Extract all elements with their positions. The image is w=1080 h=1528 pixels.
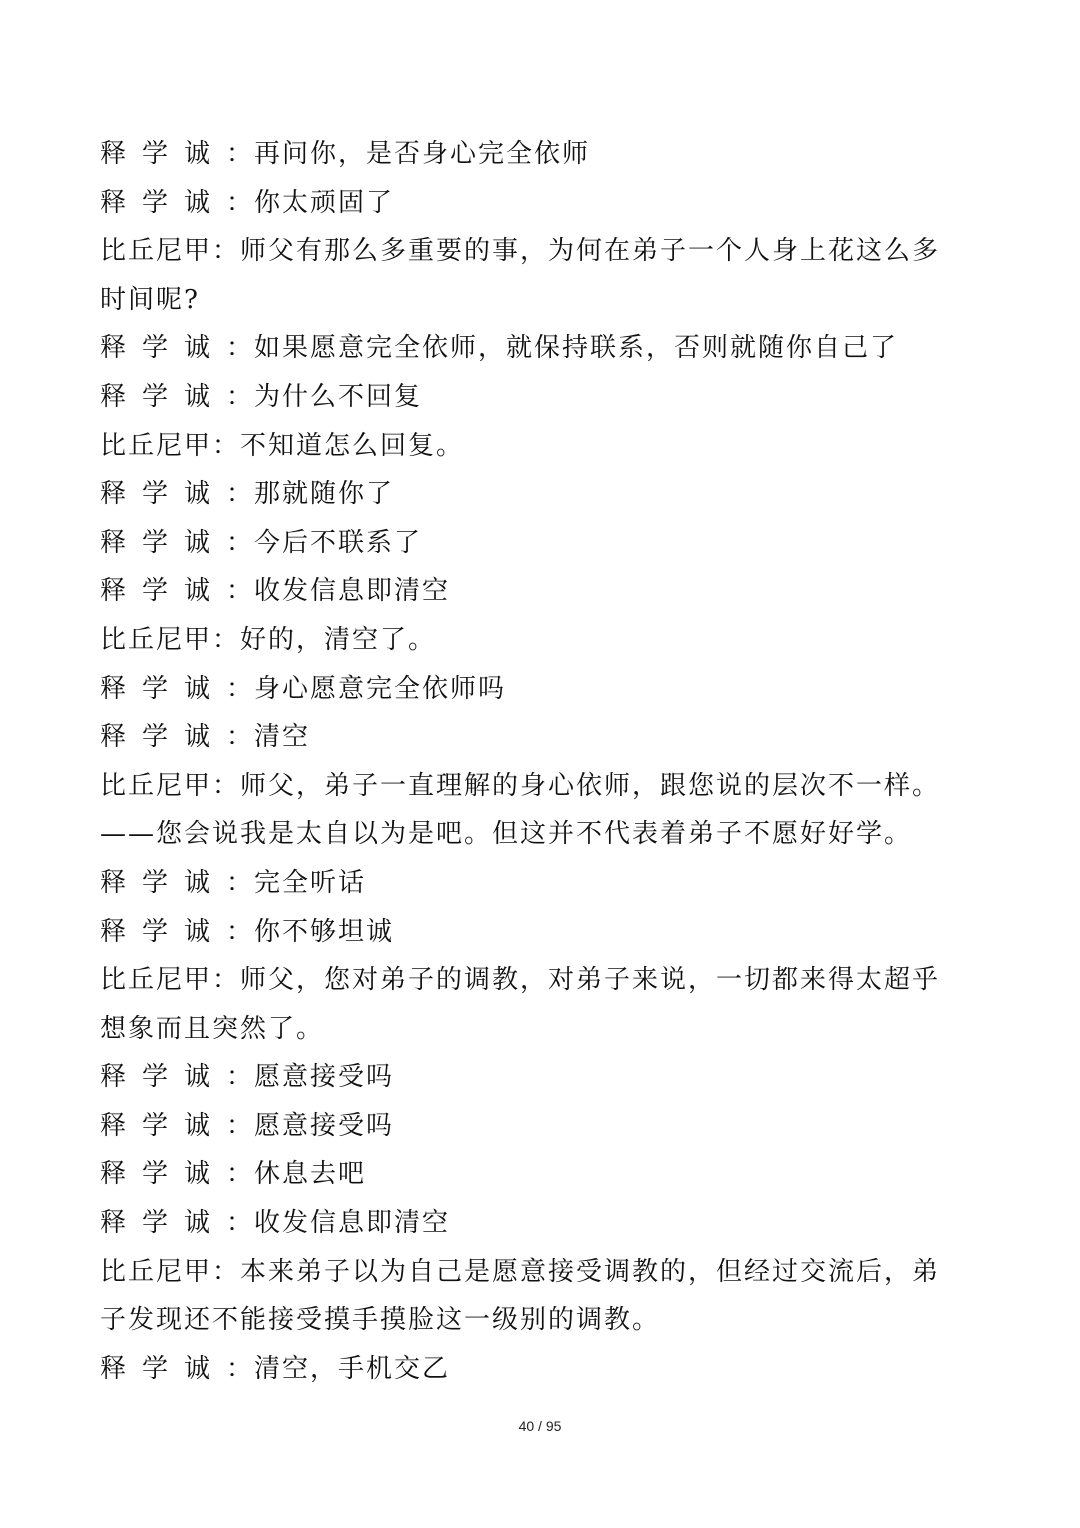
utterance-text: 子发现还不能接受摸手摸脸这一级别的调教。 bbox=[100, 1305, 661, 1336]
utterance-text: 你不够坦诚 bbox=[254, 916, 395, 947]
utterance-text: 那就随你了 bbox=[254, 479, 395, 510]
transcript-line bbox=[100, 908, 990, 957]
speaker-separator: ： bbox=[226, 139, 255, 169]
speaker-name: 释学诚 bbox=[100, 867, 227, 898]
speaker-separator: ： bbox=[226, 187, 255, 218]
transcript-line bbox=[100, 1102, 990, 1151]
utterance-text: 如果愿意完全依师，就保持联系，否则就随你自己了 bbox=[254, 333, 899, 364]
speaker-name: 释学诚 bbox=[100, 1159, 227, 1190]
speaker-separator: ： bbox=[226, 867, 255, 898]
utterance-text: 再问你，是否身心完全依师 bbox=[254, 139, 591, 169]
transcript-line bbox=[100, 1345, 990, 1394]
utterance-text: 收发信息即清空 bbox=[254, 1208, 451, 1239]
speaker-separator: ： bbox=[226, 673, 255, 704]
utterance-text: 完全听话 bbox=[254, 867, 367, 898]
speaker-name: 释学诚 bbox=[100, 1110, 227, 1141]
utterance-text: 为什么不回复 bbox=[254, 381, 423, 412]
speaker-name: 释学诚 bbox=[100, 187, 227, 218]
utterance-text: 时间呢? bbox=[100, 284, 200, 315]
utterance-text: 你太顽固了 bbox=[254, 187, 395, 218]
utterance-text: ——您会说我是太自以为是吧。但这并不代表着弟子不愿好好学。 bbox=[100, 819, 913, 850]
transcript-line bbox=[100, 1053, 990, 1102]
utterance-text: 不知道怎么回复。 bbox=[240, 430, 465, 461]
transcript-line bbox=[100, 373, 990, 422]
transcript-line bbox=[100, 422, 990, 471]
transcript-line bbox=[100, 1005, 990, 1054]
transcript-line bbox=[100, 567, 990, 616]
speaker-separator: ： bbox=[212, 236, 241, 267]
speaker-separator: ： bbox=[212, 1256, 241, 1287]
speaker-name: 释学诚 bbox=[100, 916, 227, 947]
speaker-separator: ： bbox=[212, 430, 241, 461]
speaker-name: 释学诚 bbox=[100, 139, 227, 169]
speaker-separator: ： bbox=[226, 479, 255, 510]
page-number: 40 / 95 bbox=[518, 1418, 562, 1434]
speaker-separator: ： bbox=[226, 1062, 255, 1093]
speaker-separator: ： bbox=[226, 1159, 255, 1190]
speaker-separator: ： bbox=[226, 527, 255, 558]
transcript-line bbox=[100, 324, 990, 373]
transcript-line bbox=[100, 665, 990, 714]
transcript-line bbox=[100, 762, 990, 811]
utterance-text: 身心愿意完全依师吗 bbox=[254, 673, 507, 704]
speaker-name: 比丘尼甲 bbox=[100, 624, 213, 655]
transcript-line bbox=[100, 1199, 990, 1248]
speaker-name: 比丘尼甲 bbox=[100, 965, 213, 996]
speaker-separator: ： bbox=[226, 1208, 255, 1239]
speaker-name: 释学诚 bbox=[100, 673, 227, 704]
utterance-text: 师父有那么多重要的事，为何在弟子一个人身上花这么多 bbox=[240, 236, 941, 267]
transcript-line bbox=[100, 519, 990, 568]
transcript-line bbox=[100, 1248, 990, 1297]
dialogue-transcript bbox=[100, 130, 990, 1393]
transcript-line bbox=[100, 1296, 990, 1345]
speaker-name: 比丘尼甲 bbox=[100, 1256, 213, 1287]
speaker-separator: ： bbox=[226, 1353, 255, 1384]
speaker-name: 比丘尼甲 bbox=[100, 430, 213, 461]
transcript-line bbox=[100, 956, 990, 1005]
speaker-name: 释学诚 bbox=[100, 333, 227, 364]
speaker-name: 比丘尼甲 bbox=[100, 770, 213, 801]
speaker-name: 释学诚 bbox=[100, 1353, 227, 1384]
speaker-separator: ： bbox=[226, 576, 255, 607]
speaker-name: 释学诚 bbox=[100, 1208, 227, 1239]
transcript-line bbox=[100, 179, 990, 228]
speaker-name: 释学诚 bbox=[100, 576, 227, 607]
utterance-text: 好的，清空了。 bbox=[240, 624, 437, 655]
transcript-line bbox=[100, 470, 990, 519]
speaker-separator: ： bbox=[226, 381, 255, 412]
utterance-text: 收发信息即清空 bbox=[254, 576, 451, 607]
speaker-name: 释学诚 bbox=[100, 722, 227, 753]
speaker-name: 释学诚 bbox=[100, 527, 227, 558]
utterance-text: 本来弟子以为自己是愿意接受调教的，但经过交流后，弟 bbox=[240, 1256, 941, 1287]
utterance-text: 清空，手机交乙 bbox=[254, 1353, 451, 1384]
speaker-separator: ： bbox=[226, 916, 255, 947]
transcript-line bbox=[100, 713, 990, 762]
utterance-text: 想象而且突然了。 bbox=[100, 1013, 325, 1044]
utterance-text: 今后不联系了 bbox=[254, 527, 423, 558]
speaker-name: 比丘尼甲 bbox=[100, 236, 213, 267]
transcript-line bbox=[100, 227, 990, 276]
utterance-text: 愿意接受吗 bbox=[254, 1062, 395, 1093]
speaker-name: 释学诚 bbox=[100, 479, 227, 510]
speaker-separator: ： bbox=[212, 624, 241, 655]
speaker-separator: ： bbox=[226, 722, 255, 753]
utterance-text: 愿意接受吗 bbox=[254, 1110, 395, 1141]
utterance-text: 休息去吧 bbox=[254, 1159, 367, 1190]
transcript-line bbox=[100, 616, 990, 665]
transcript-line bbox=[100, 130, 990, 179]
utterance-text: 清空 bbox=[254, 722, 311, 753]
utterance-text: 师父，弟子一直理解的身心依师，跟您说的层次不一样。 bbox=[240, 770, 941, 801]
transcript-line bbox=[100, 1150, 990, 1199]
speaker-name: 释学诚 bbox=[100, 381, 227, 412]
speaker-name: 释学诚 bbox=[100, 1062, 227, 1093]
transcript-line bbox=[100, 859, 990, 908]
utterance-text: 师父，您对弟子的调教，对弟子来说，一切都来得太超乎 bbox=[240, 965, 941, 996]
transcript-line bbox=[100, 810, 990, 859]
speaker-separator: ： bbox=[226, 1110, 255, 1141]
speaker-separator: ： bbox=[212, 965, 241, 996]
speaker-separator: ： bbox=[226, 333, 255, 364]
speaker-separator: ： bbox=[212, 770, 241, 801]
transcript-line bbox=[100, 276, 990, 325]
